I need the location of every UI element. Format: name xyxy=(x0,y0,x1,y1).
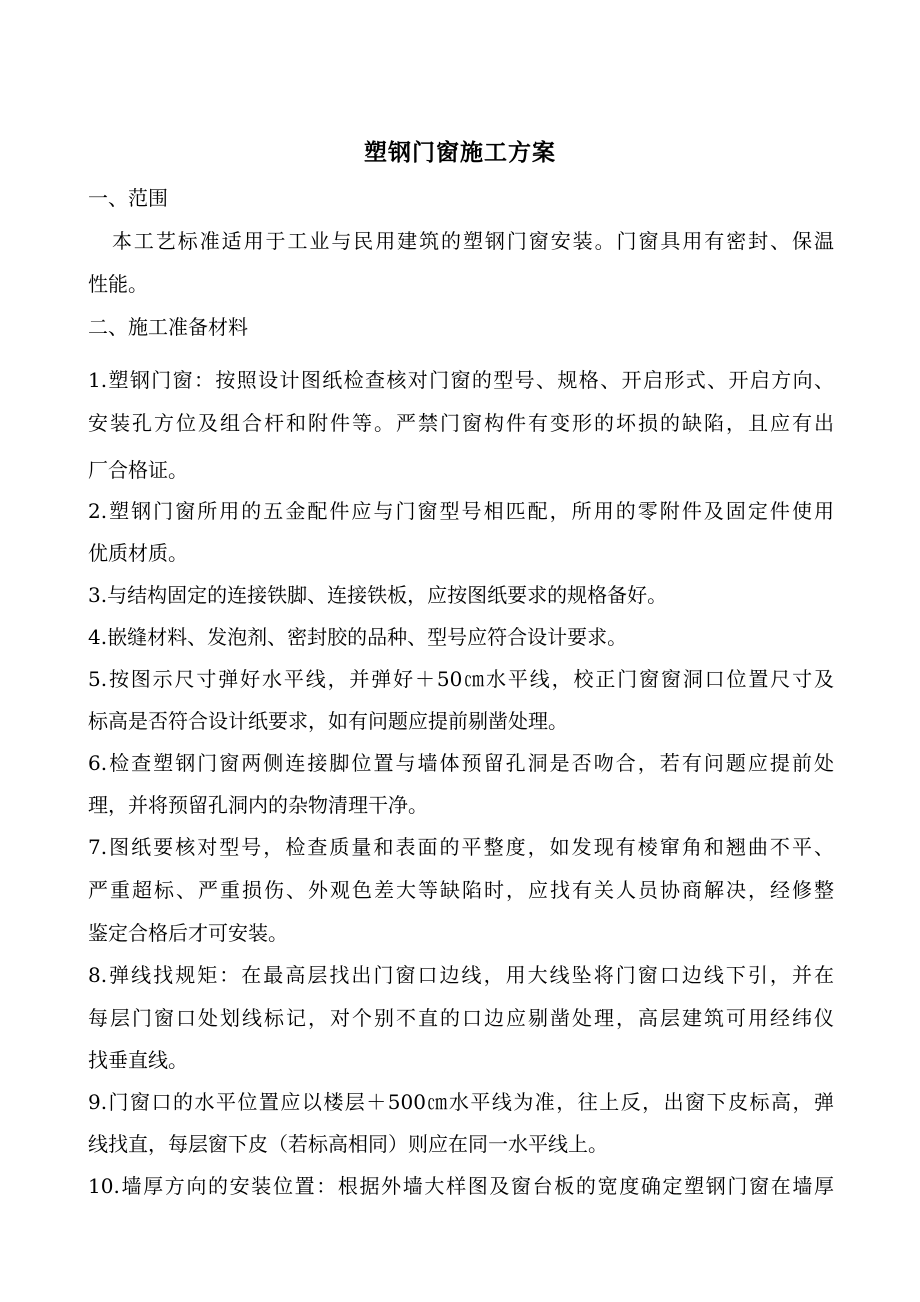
list-item-line: 厂合格证。 xyxy=(88,458,188,482)
section-heading-scope: 一、范围 xyxy=(88,186,168,210)
list-item-line: 9.门窗口的水平位置应以楼层＋500㎝水平线为准，往上反，出窗下皮标高，弹 xyxy=(88,1090,834,1114)
list-item-line: 3.与结构固定的连接铁脚、连接铁板，应按图纸要求的规格备好。 xyxy=(88,583,668,607)
list-item-line: 鉴定合格后才可安装。 xyxy=(88,921,288,945)
list-item-line: 10.墙厚方向的安装位置：根据外墙大样图及窗台板的宽度确定塑钢门窗在墙厚 xyxy=(88,1174,834,1198)
list-item-line: 线找直，每层窗下皮（若标高相同）则应在同一水平线上。 xyxy=(88,1132,608,1156)
list-item-line: 优质材质。 xyxy=(88,541,188,565)
list-item-line: 7.图纸要核对型号，检查质量和表面的平整度，如发现有棱窜角和翘曲不平、 xyxy=(88,835,834,859)
section-heading-materials: 二、施工准备材料 xyxy=(88,315,248,339)
list-item-line: 6.检查塑钢门窗两侧连接脚位置与墙体预留孔洞是否吻合，若有问题应提前处 xyxy=(88,751,834,775)
list-item-line: 2.塑钢门窗所用的五金配件应与门窗型号相匹配，所用的零附件及固定件使用 xyxy=(88,499,834,523)
list-item-line: 找垂直线。 xyxy=(88,1048,188,1072)
paragraph-line: 本工艺标准适用于工业与民用建筑的塑钢门窗安装。门窗具用有密封、保温 xyxy=(112,229,834,253)
list-item-line: 每层门窗口处划线标记，对个别不直的口边应剔凿处理，高层建筑可用经纬仪 xyxy=(88,1006,834,1030)
list-item-line: 理，并将预留孔洞内的杂物清理干净。 xyxy=(88,793,428,817)
list-item-line: 严重超标、严重损伤、外观色差大等缺陷时，应找有关人员协商解决，经修整 xyxy=(88,878,834,902)
document-title: 塑钢门窗施工方案 xyxy=(364,139,556,166)
paragraph-line: 性能。 xyxy=(88,272,148,296)
list-item-line: 标高是否符合设计纸要求，如有问题应提前剔凿处理。 xyxy=(88,709,568,733)
list-item-line: 1.塑钢门窗：按照设计图纸检查核对门窗的型号、规格、开启形式、开启方向、 xyxy=(88,368,834,392)
list-item-line: 安装孔方位及组合杆和附件等。严禁门窗构件有变形的坏损的缺陷，且应有出 xyxy=(88,411,834,435)
list-item-line: 4.嵌缝材料、发泡剂、密封胶的品种、型号应符合设计要求。 xyxy=(88,625,628,649)
list-item-line: 8.弹线找规矩：在最高层找出门窗口边线，用大线坠将门窗口边线下引，并在 xyxy=(88,963,834,987)
list-item-line: 5.按图示尺寸弹好水平线，并弹好＋50㎝水平线，校正门窗窗洞口位置尺寸及 xyxy=(88,667,834,691)
